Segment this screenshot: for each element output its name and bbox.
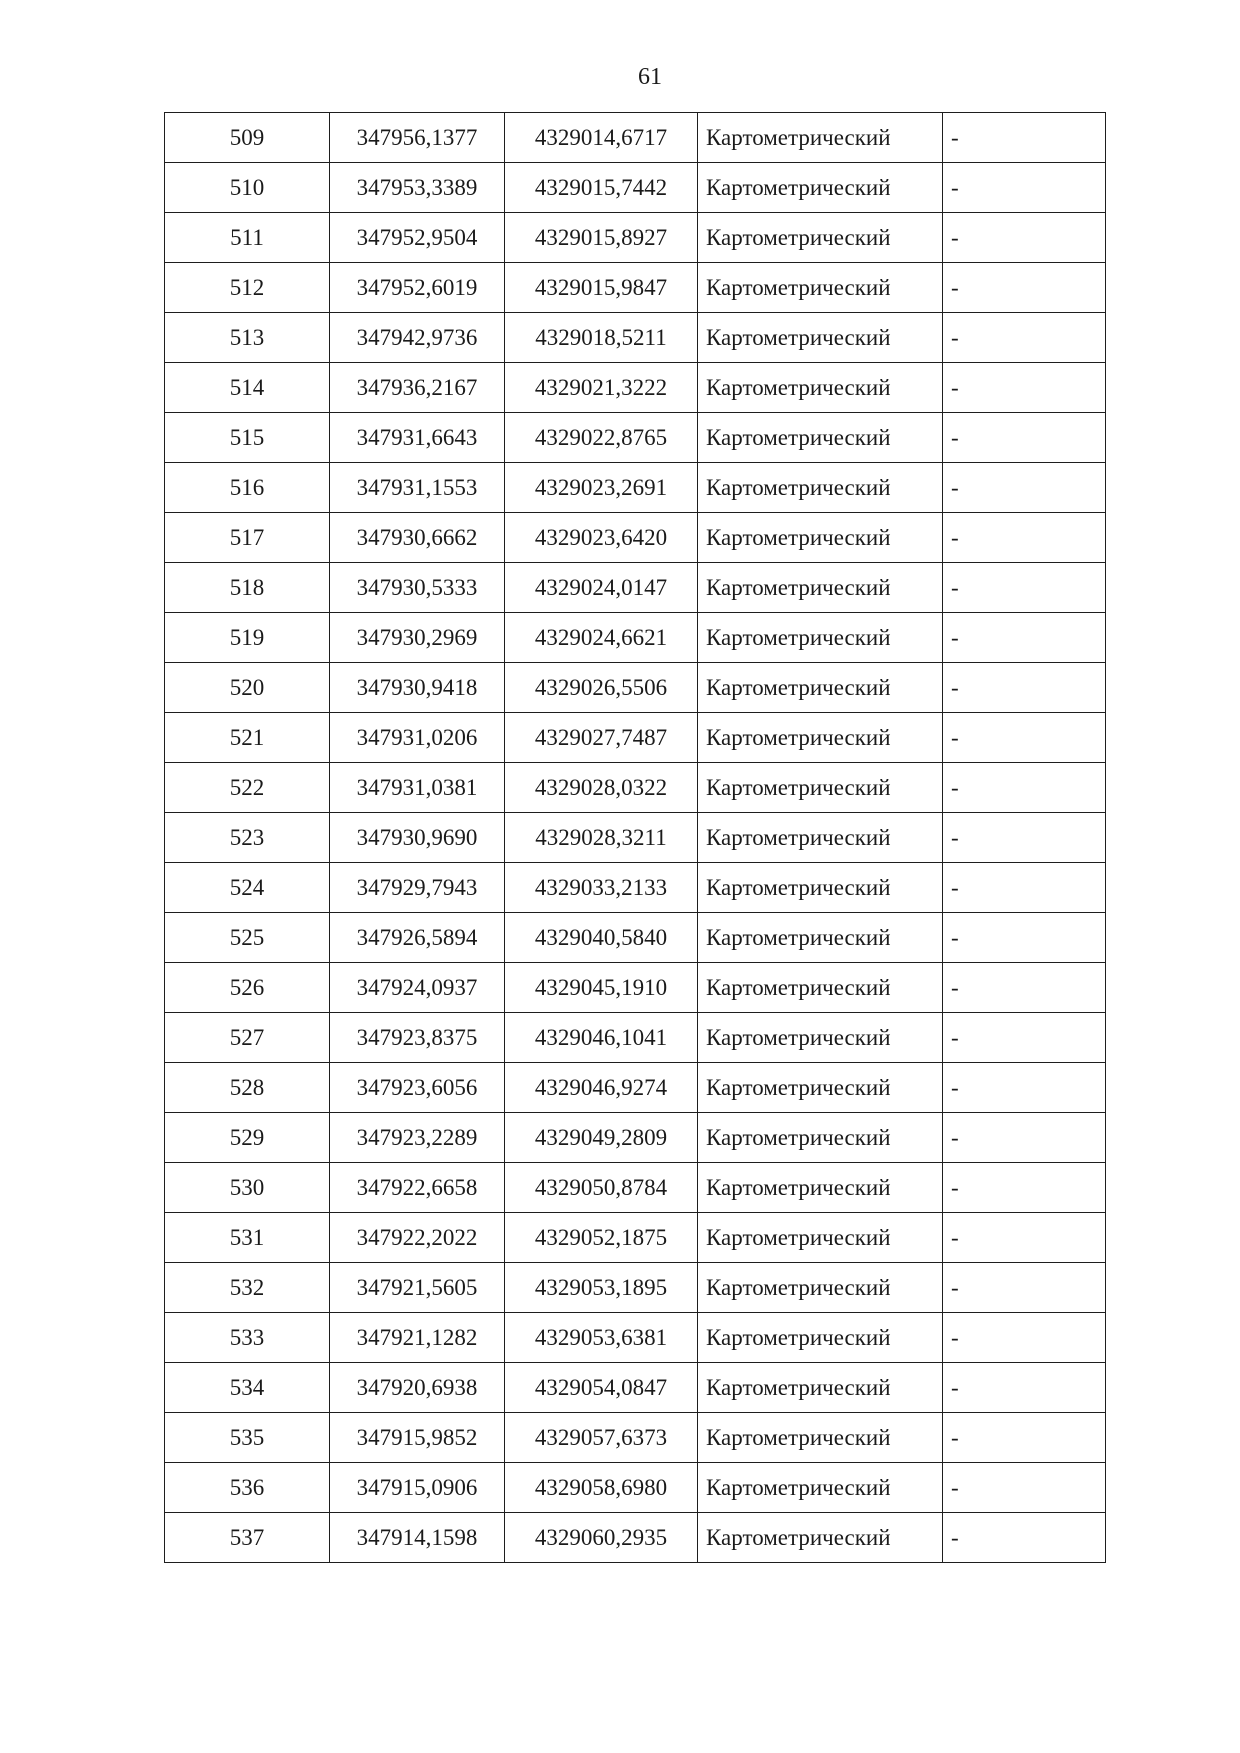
point-number-cell: 518 <box>165 563 330 613</box>
x-coordinate-cell: 347930,9418 <box>330 663 505 713</box>
y-coordinate-cell: 4329045,1910 <box>505 963 698 1013</box>
point-number-cell: 529 <box>165 1113 330 1163</box>
method-cell: Картометрический <box>698 1313 943 1363</box>
table-row <box>165 1213 1106 1263</box>
x-coordinate-cell: 347929,7943 <box>330 863 505 913</box>
table-row <box>165 863 1106 913</box>
method-cell: Картометрический <box>698 1213 943 1263</box>
precision-cell: - <box>943 313 1106 363</box>
method-cell: Картометрический <box>698 363 943 413</box>
point-number-cell: 519 <box>165 613 330 663</box>
table-row <box>165 1413 1106 1463</box>
precision-cell: - <box>943 1413 1106 1463</box>
precision-cell: - <box>943 913 1106 963</box>
x-coordinate-cell: 347930,6662 <box>330 513 505 563</box>
y-coordinate-cell: 4329054,0847 <box>505 1363 698 1413</box>
precision-cell: - <box>943 1263 1106 1313</box>
point-number-cell: 530 <box>165 1163 330 1213</box>
x-coordinate-cell: 347915,9852 <box>330 1413 505 1463</box>
table-row <box>165 1263 1106 1313</box>
precision-cell: - <box>943 863 1106 913</box>
y-coordinate-cell: 4329040,5840 <box>505 913 698 963</box>
precision-cell: - <box>943 1513 1106 1563</box>
x-coordinate-cell: 347923,6056 <box>330 1063 505 1113</box>
precision-cell: - <box>943 113 1106 163</box>
x-coordinate-cell: 347921,1282 <box>330 1313 505 1363</box>
y-coordinate-cell: 4329022,8765 <box>505 413 698 463</box>
table-row <box>165 913 1106 963</box>
table-row <box>165 813 1106 863</box>
point-number-cell: 523 <box>165 813 330 863</box>
x-coordinate-cell: 347952,6019 <box>330 263 505 313</box>
x-coordinate-cell: 347920,6938 <box>330 1363 505 1413</box>
method-cell: Картометрический <box>698 213 943 263</box>
table-row <box>165 263 1106 313</box>
point-number-cell: 521 <box>165 713 330 763</box>
y-coordinate-cell: 4329024,0147 <box>505 563 698 613</box>
table-row <box>165 1313 1106 1363</box>
x-coordinate-cell: 347923,2289 <box>330 1113 505 1163</box>
point-number-cell: 516 <box>165 463 330 513</box>
method-cell: Картометрический <box>698 1013 943 1063</box>
x-coordinate-cell: 347953,3389 <box>330 163 505 213</box>
method-cell: Картометрический <box>698 863 943 913</box>
point-number-cell: 512 <box>165 263 330 313</box>
x-coordinate-cell: 347922,6658 <box>330 1163 505 1213</box>
y-coordinate-cell: 4329015,9847 <box>505 263 698 313</box>
table-row <box>165 963 1106 1013</box>
y-coordinate-cell: 4329015,8927 <box>505 213 698 263</box>
precision-cell: - <box>943 563 1106 613</box>
table-row <box>165 413 1106 463</box>
precision-cell: - <box>943 1213 1106 1263</box>
precision-cell: - <box>943 363 1106 413</box>
y-coordinate-cell: 4329028,0322 <box>505 763 698 813</box>
method-cell: Картометрический <box>698 813 943 863</box>
x-coordinate-cell: 347931,1553 <box>330 463 505 513</box>
precision-cell: - <box>943 963 1106 1013</box>
table-row <box>165 563 1106 613</box>
method-cell: Картометрический <box>698 463 943 513</box>
method-cell: Картометрический <box>698 1363 943 1413</box>
precision-cell: - <box>943 213 1106 263</box>
y-coordinate-cell: 4329023,6420 <box>505 513 698 563</box>
table-row <box>165 513 1106 563</box>
precision-cell: - <box>943 513 1106 563</box>
coordinates-table-body <box>165 113 1106 1563</box>
method-cell: Картометрический <box>698 713 943 763</box>
table-row <box>165 1013 1106 1063</box>
table-row <box>165 313 1106 363</box>
method-cell: Картометрический <box>698 163 943 213</box>
method-cell: Картометрический <box>698 1113 943 1163</box>
point-number-cell: 533 <box>165 1313 330 1363</box>
x-coordinate-cell: 347915,0906 <box>330 1463 505 1513</box>
point-number-cell: 534 <box>165 1363 330 1413</box>
precision-cell: - <box>943 1313 1106 1363</box>
precision-cell: - <box>943 613 1106 663</box>
precision-cell: - <box>943 763 1106 813</box>
method-cell: Картометрический <box>698 413 943 463</box>
table-row <box>165 613 1106 663</box>
table-row <box>165 663 1106 713</box>
method-cell: Картометрический <box>698 1063 943 1113</box>
x-coordinate-cell: 347921,5605 <box>330 1263 505 1313</box>
table-row <box>165 163 1106 213</box>
method-cell: Картометрический <box>698 1513 943 1563</box>
x-coordinate-cell: 347923,8375 <box>330 1013 505 1063</box>
x-coordinate-cell: 347931,0381 <box>330 763 505 813</box>
point-number-cell: 527 <box>165 1013 330 1063</box>
method-cell: Картометрический <box>698 513 943 563</box>
y-coordinate-cell: 4329015,7442 <box>505 163 698 213</box>
precision-cell: - <box>943 1463 1106 1513</box>
point-number-cell: 515 <box>165 413 330 463</box>
x-coordinate-cell: 347931,0206 <box>330 713 505 763</box>
page-number: 61 <box>638 64 662 90</box>
point-number-cell: 511 <box>165 213 330 263</box>
precision-cell: - <box>943 1013 1106 1063</box>
table-row <box>165 763 1106 813</box>
x-coordinate-cell: 347956,1377 <box>330 113 505 163</box>
y-coordinate-cell: 4329027,7487 <box>505 713 698 763</box>
precision-cell: - <box>943 1163 1106 1213</box>
y-coordinate-cell: 4329060,2935 <box>505 1513 698 1563</box>
x-coordinate-cell: 347922,2022 <box>330 1213 505 1263</box>
y-coordinate-cell: 4329053,1895 <box>505 1263 698 1313</box>
y-coordinate-cell: 4329050,8784 <box>505 1163 698 1213</box>
y-coordinate-cell: 4329058,6980 <box>505 1463 698 1513</box>
y-coordinate-cell: 4329026,5506 <box>505 663 698 713</box>
precision-cell: - <box>943 163 1106 213</box>
table-row <box>165 1113 1106 1163</box>
precision-cell: - <box>943 413 1106 463</box>
x-coordinate-cell: 347952,9504 <box>330 213 505 263</box>
point-number-cell: 525 <box>165 913 330 963</box>
y-coordinate-cell: 4329057,6373 <box>505 1413 698 1463</box>
point-number-cell: 531 <box>165 1213 330 1263</box>
x-coordinate-cell: 347930,9690 <box>330 813 505 863</box>
y-coordinate-cell: 4329024,6621 <box>505 613 698 663</box>
point-number-cell: 513 <box>165 313 330 363</box>
x-coordinate-cell: 347931,6643 <box>330 413 505 463</box>
table-row <box>165 1363 1106 1413</box>
table-row <box>165 463 1106 513</box>
table-row <box>165 1163 1106 1213</box>
point-number-cell: 532 <box>165 1263 330 1313</box>
x-coordinate-cell: 347930,5333 <box>330 563 505 613</box>
method-cell: Картометрический <box>698 1263 943 1313</box>
point-number-cell: 517 <box>165 513 330 563</box>
precision-cell: - <box>943 713 1106 763</box>
method-cell: Картометрический <box>698 763 943 813</box>
point-number-cell: 535 <box>165 1413 330 1463</box>
x-coordinate-cell: 347936,2167 <box>330 363 505 413</box>
table-row <box>165 1513 1106 1563</box>
table-row <box>165 713 1106 763</box>
point-number-cell: 520 <box>165 663 330 713</box>
y-coordinate-cell: 4329014,6717 <box>505 113 698 163</box>
table-row <box>165 363 1106 413</box>
point-number-cell: 536 <box>165 1463 330 1513</box>
y-coordinate-cell: 4329028,3211 <box>505 813 698 863</box>
y-coordinate-cell: 4329053,6381 <box>505 1313 698 1363</box>
precision-cell: - <box>943 813 1106 863</box>
x-coordinate-cell: 347914,1598 <box>330 1513 505 1563</box>
y-coordinate-cell: 4329049,2809 <box>505 1113 698 1163</box>
method-cell: Картометрический <box>698 1413 943 1463</box>
point-number-cell: 537 <box>165 1513 330 1563</box>
method-cell: Картометрический <box>698 113 943 163</box>
method-cell: Картометрический <box>698 913 943 963</box>
method-cell: Картометрический <box>698 613 943 663</box>
precision-cell: - <box>943 1113 1106 1163</box>
precision-cell: - <box>943 263 1106 313</box>
point-number-cell: 510 <box>165 163 330 213</box>
y-coordinate-cell: 4329018,5211 <box>505 313 698 363</box>
x-coordinate-cell: 347926,5894 <box>330 913 505 963</box>
precision-cell: - <box>943 1063 1106 1113</box>
y-coordinate-cell: 4329021,3222 <box>505 363 698 413</box>
point-number-cell: 528 <box>165 1063 330 1113</box>
method-cell: Картометрический <box>698 313 943 363</box>
precision-cell: - <box>943 663 1106 713</box>
table-row <box>165 213 1106 263</box>
x-coordinate-cell: 347930,2969 <box>330 613 505 663</box>
method-cell: Картометрический <box>698 963 943 1013</box>
y-coordinate-cell: 4329033,2133 <box>505 863 698 913</box>
y-coordinate-cell: 4329046,1041 <box>505 1013 698 1063</box>
y-coordinate-cell: 4329046,9274 <box>505 1063 698 1113</box>
x-coordinate-cell: 347924,0937 <box>330 963 505 1013</box>
point-number-cell: 522 <box>165 763 330 813</box>
method-cell: Картометрический <box>698 263 943 313</box>
point-number-cell: 514 <box>165 363 330 413</box>
precision-cell: - <box>943 463 1106 513</box>
coordinates-table <box>164 112 1106 1563</box>
method-cell: Картометрический <box>698 563 943 613</box>
method-cell: Картометрический <box>698 1463 943 1513</box>
point-number-cell: 524 <box>165 863 330 913</box>
x-coordinate-cell: 347942,9736 <box>330 313 505 363</box>
y-coordinate-cell: 4329052,1875 <box>505 1213 698 1263</box>
table-row <box>165 113 1106 163</box>
y-coordinate-cell: 4329023,2691 <box>505 463 698 513</box>
point-number-cell: 509 <box>165 113 330 163</box>
table-row <box>165 1063 1106 1113</box>
table-row <box>165 1463 1106 1513</box>
precision-cell: - <box>943 1363 1106 1413</box>
point-number-cell: 526 <box>165 963 330 1013</box>
method-cell: Картометрический <box>698 663 943 713</box>
method-cell: Картометрический <box>698 1163 943 1213</box>
